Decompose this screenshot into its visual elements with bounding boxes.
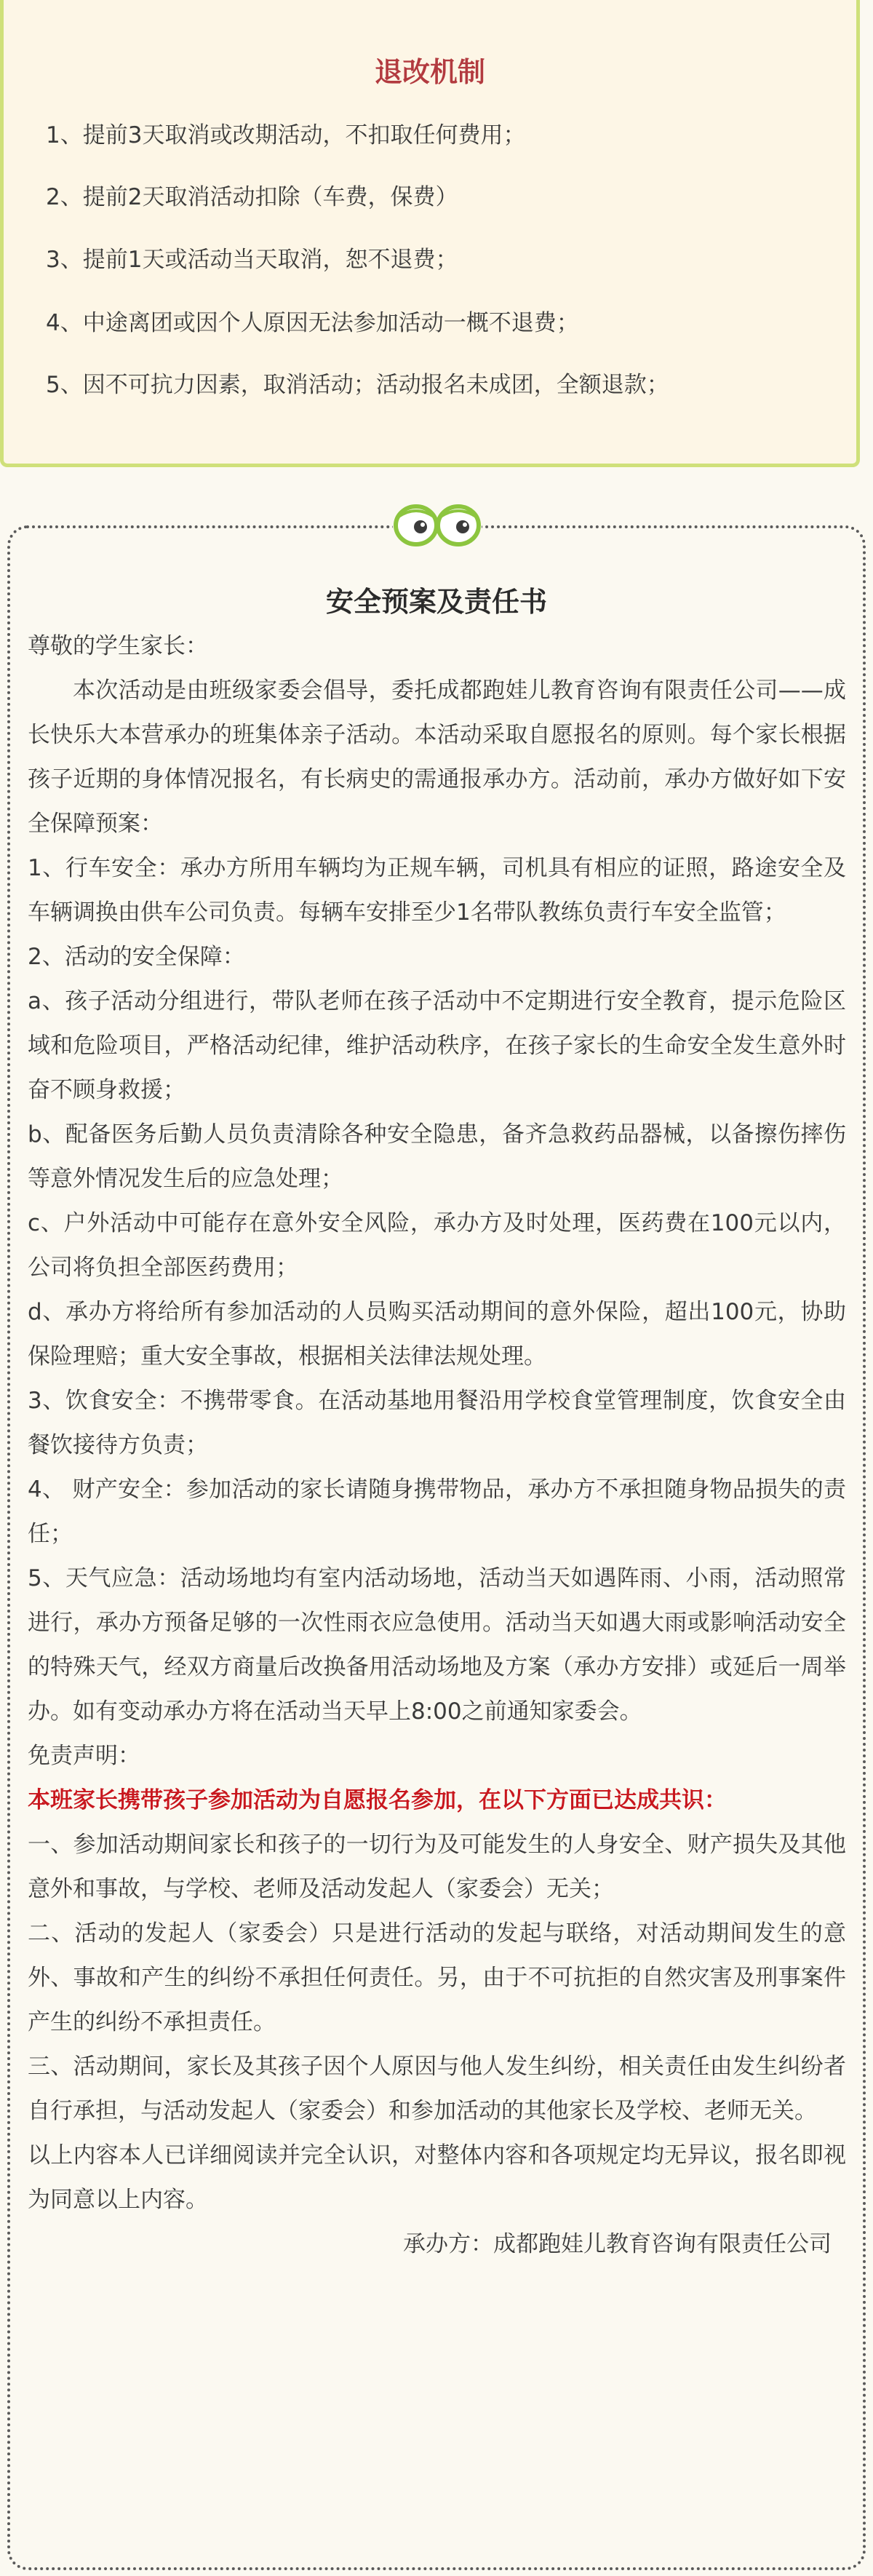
organizer-signature: 承办方：成都跑娃儿教育咨询有限责任公司 xyxy=(403,2231,832,2257)
activity-safety-heading: 2、活动的安全保障： xyxy=(28,944,245,970)
refund-title: 退改机制 xyxy=(374,56,485,88)
refund-item-2: 2、提前2天取消活动扣除（车费，保费） xyxy=(46,184,458,210)
refund-item-5: 5、因不可抗力因素，取消活动；活动报名未成团，全额退款； xyxy=(46,372,669,398)
eyes-icon xyxy=(393,502,482,549)
clause-2: 二、活动的发起人（家委会）只是进行活动的发起与联络，对活动期间发生的意外、事故和产生的纠纷不承担任何责任。另，由于不可抗拒的自然灾害及刑事案件产生的纠纷不承担责任。 xyxy=(28,1920,846,2035)
weather-emergency: 5、天气应急：活动场地均有室内活动场地，活动当天如遇阵雨、小雨，活动照常进行，承办方预备足够的一次性雨衣应急使用。活动当天如遇大雨或影响活动安全的特殊天气，经双方商量后改换备用活动场地及方案（承办方安排）或延后一周举办。如有变动承办方将在活动当天早上8:00之前通知家委会。 xyxy=(28,1565,846,1725)
refund-item-4: 4、中途离团或因个人原因无法参加活动一概不退费； xyxy=(46,310,579,336)
acknowledgement: 以上内容本人已详细阅读并完全认识，对整体内容和各项规定均无异议，报名即视为同意以上内容。 xyxy=(28,2142,846,2213)
safety-title: 安全预案及责任书 xyxy=(325,586,547,618)
disclaimer-label: 免责声明： xyxy=(28,1743,140,1769)
food-safety: 3、饮食安全：不携带零食。在活动基地用餐沿用学校食堂管理制度，饮食安全由餐饮接待方负责； xyxy=(28,1388,846,1458)
clause-1: 一、参加活动期间家长和孩子的一切行为及可能发生的人身安全、财产损失及其他意外和事故，与学校、老师及活动发起人（家委会）无关； xyxy=(28,1832,846,1902)
property-safety: 4、 财产安全：参加活动的家长请随身携带物品，承办方不承担随身物品损失的责任； xyxy=(28,1476,846,1547)
activity-safety-c: c、户外活动中可能存在意外安全风险，承办方及时处理，医药费在100元以内，公司将负担全部医药费用； xyxy=(28,1210,846,1281)
vehicle-safety: 1、行车安全：承办方所用车辆均为正规车辆，司机具有相应的证照，路途安全及车辆调换由供车公司负责。每辆车安排至少1名带队教练负责行车安全监管； xyxy=(28,855,846,926)
refund-policy-box xyxy=(0,0,860,467)
consensus-statement: 本班家长携带孩子参加活动为自愿报名参加，在以下方面已达成共识： xyxy=(28,1787,727,1813)
activity-safety-b: b、配备医务后勤人员负责清除各种安全隐患，备齐急救药品器械，以备擦伤摔伤等意外情况发生后的应急处理； xyxy=(28,1121,846,1192)
safety-content xyxy=(28,624,846,2267)
refund-item-3: 3、提前1天或活动当天取消，恕不退费； xyxy=(46,247,458,273)
clause-3: 三、活动期间，家长及其孩子因个人原因与他人发生纠纷，相关责任由发生纠纷者自行承担，与活动发起人（家委会）和参加活动的其他家长及学校、老师无关。 xyxy=(28,2054,846,2124)
activity-safety-a: a、孩子活动分组进行，带队老师在孩子活动中不定期进行安全教育，提示危险区域和危险项目，严格活动纪律，维护活动秩序，在孩子家长的生命安全发生意外时奋不顾身救援； xyxy=(28,988,846,1103)
intro-paragraph: 本次活动是由班级家委会倡导，委托成都跑娃儿教育咨询有限责任公司——成长快乐大本营承办的班集体亲子活动。本活动采取自愿报名的原则。每个家长根据孩子近期的身体情况报名，有长病史的需通报承办方。活动前，承办方做好如下安全保障预案： xyxy=(28,677,846,837)
activity-safety-d: d、承办方将给所有参加活动的人员购买活动期间的意外保险，超出100元，协助保险理赔；重大安全事故，根据相关法律法规处理。 xyxy=(28,1299,846,1370)
refund-item-1: 1、提前3天取消或改期活动，不扣取任何费用； xyxy=(46,122,526,148)
greeting: 尊敬的学生家长： xyxy=(28,633,208,659)
